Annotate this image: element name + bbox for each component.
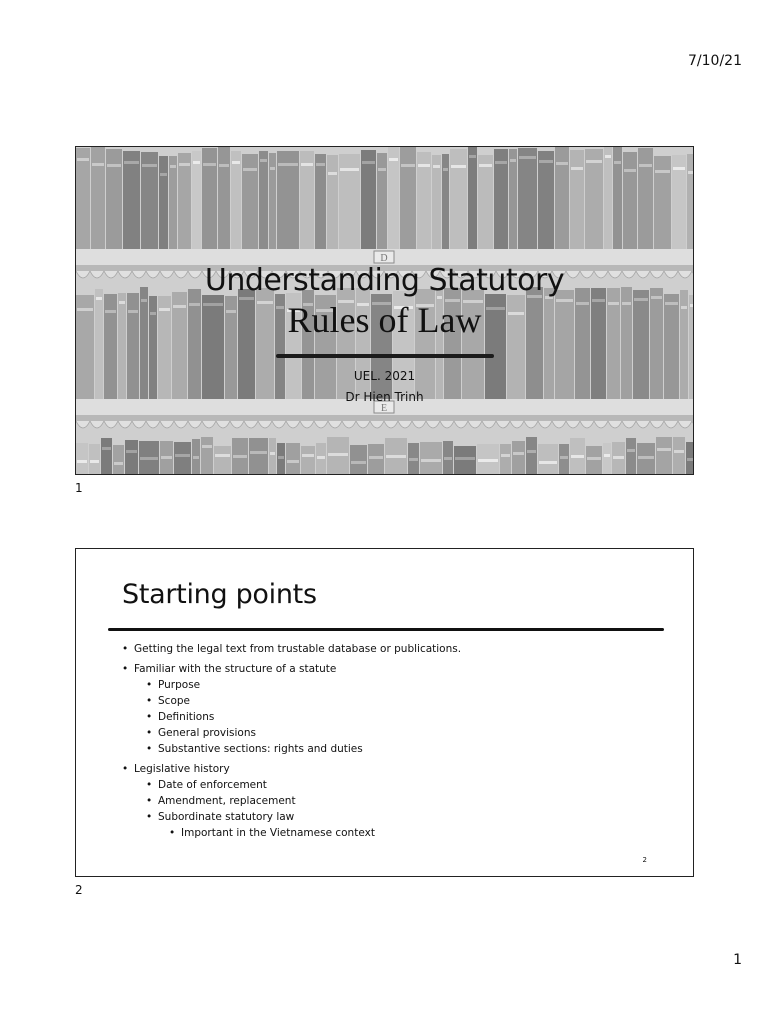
bullet-item-level-2: • Purpose	[146, 677, 663, 693]
slide-1-title-line-2: Rules of Law	[287, 300, 482, 340]
bullet-item-level-2: • Date of enforcement	[146, 777, 663, 793]
header-date: 7/10/21	[688, 53, 742, 69]
slide-1-number: 1	[75, 481, 83, 495]
slide-2-footer-number: 2	[642, 856, 647, 864]
slide-2-title: Starting points	[122, 579, 317, 610]
page-number: 1	[733, 952, 742, 968]
bullet-item-level-2: • Definitions	[146, 709, 663, 725]
title-underline-stroke	[108, 628, 664, 631]
slide-1-subtitle-course: UEL. 2021	[353, 369, 416, 383]
bullet-item-level-2: • General provisions	[146, 725, 663, 741]
title-underline-stroke	[276, 354, 494, 358]
svg-text:D: D	[380, 253, 388, 264]
bullet-list	[122, 641, 663, 841]
slide-1-thumbnail	[75, 146, 694, 475]
slide-2-thumbnail	[75, 548, 694, 877]
bullet-item-level-2: • Substantive sections: rights and duties	[146, 741, 663, 757]
bullet-item-level-1: • Getting the legal text from trustable database or publications.	[122, 641, 663, 657]
bullet-item-level-2: • Subordinate statutory law	[146, 809, 663, 825]
bullet-item-level-1: • Legislative history	[122, 761, 663, 777]
bullet-item-level-2: • Amendment, replacement	[146, 793, 663, 809]
slide-2-number: 2	[75, 883, 83, 897]
svg-text:E: E	[380, 403, 388, 414]
slide-1-title-line-1: Understanding Statutory	[204, 263, 565, 298]
bullet-item-level-1: • Familiar with the structure of a statute	[122, 661, 663, 677]
bullet-item-level-2: • Scope	[146, 693, 663, 709]
bullet-item-level-3: • Important in the Vietnamese context	[169, 825, 663, 841]
slide-1-subtitle-author: Dr Hien Trinh	[345, 390, 424, 404]
